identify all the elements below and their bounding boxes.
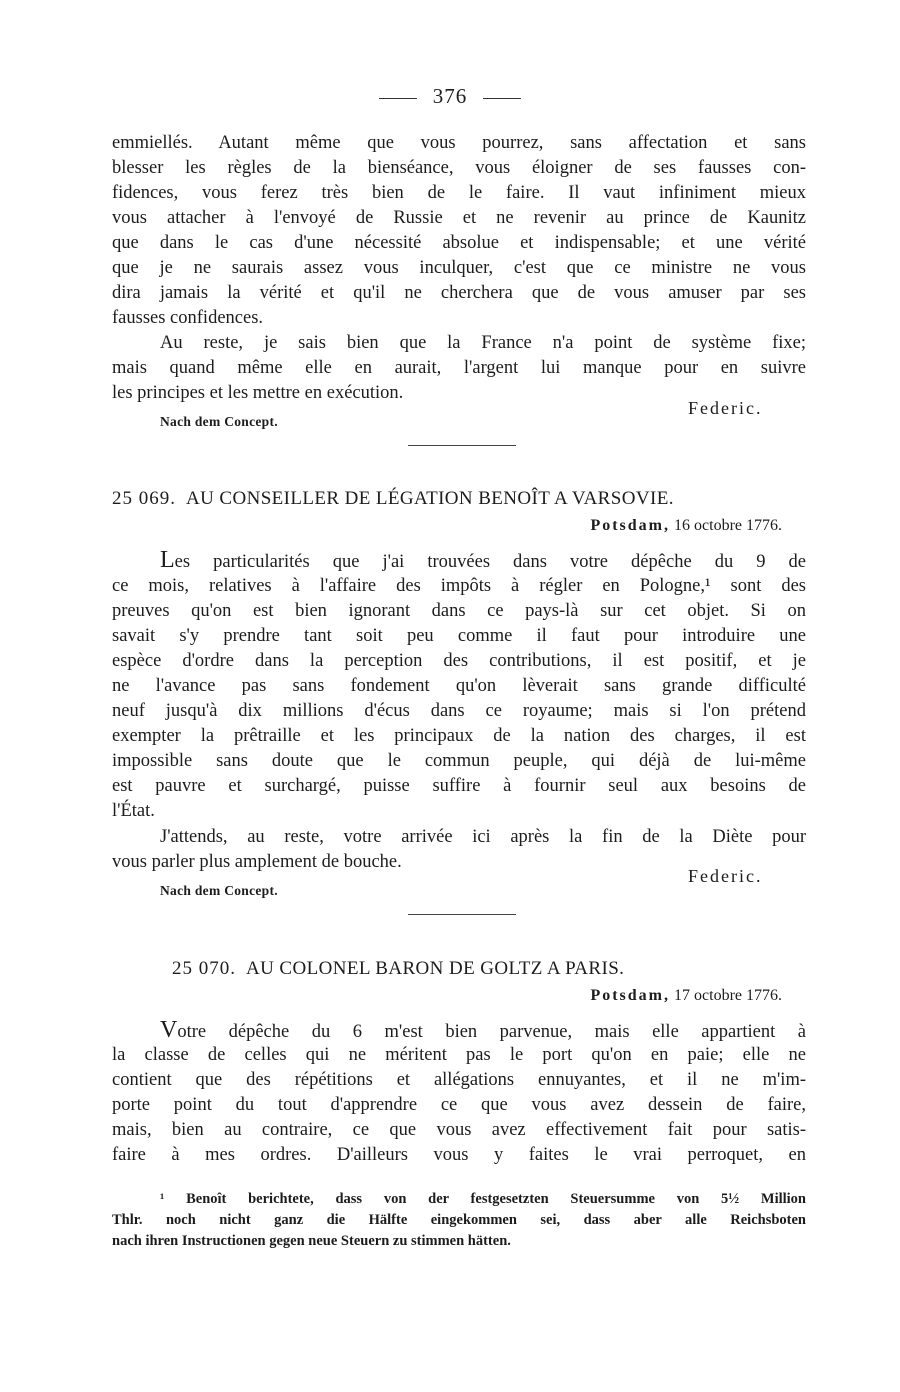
place: Potsdam, [590, 987, 671, 1004]
text-line: la classe de celles qui ne méritent pas le port qu'on en paie; elle ne [112, 1045, 806, 1065]
text-line: emmiellés. Autant même que vous pourrez, sans affectation et sans [112, 133, 806, 153]
text-line: les principes et les mettre en exécution. [112, 383, 404, 403]
date: 17 octobre 1776. [674, 987, 782, 1004]
text-line: mais, bien au contraire, ce que vous avez effectivement fait pour satis- [112, 1120, 806, 1140]
place-date [590, 987, 782, 1005]
text-line-rest: otre dépêche du 6 m'est bien parvenue, mais elle appartient à [177, 1022, 806, 1042]
letter-heading [172, 958, 624, 980]
letter-number: 25 069. [112, 488, 176, 509]
text-line: est pauvre et surchargé, puisse suffire à fournir seul aux besoins de [112, 776, 806, 796]
letter-heading [112, 488, 674, 510]
source-note: Nach dem Concept. [160, 883, 278, 898]
text-line-first [160, 1018, 806, 1045]
text-line: fidences, vous ferez très bien de le faire. Il vaut infiniment mieux [112, 183, 806, 203]
text-line: ce mois, relatives à l'affaire des impôts à régler en Pologne,¹ sont des [112, 576, 806, 596]
text-line: blesser les règles de la bienséance, vous éloigner de ses fausses con- [112, 158, 806, 178]
text-line: ne l'avance pas sans fondement qu'on lèverait sans grande difficulté [112, 676, 806, 696]
text-line: exempter la prêtraille et les principaux de la nation des charges, il est [112, 726, 806, 746]
footnote-line: Thlr. noch nicht ganz die Hälfte eingekommen sei, dass aber alle Reichsboten [112, 1212, 806, 1228]
drop-initial: V [160, 1017, 178, 1043]
section-divider [408, 445, 516, 446]
page-number-header [0, 84, 900, 109]
place-date [590, 517, 782, 535]
drop-initial: L [160, 547, 175, 573]
text-line: contient que des répétitions et allégations ennuyantes, et il ne m'im- [112, 1070, 806, 1090]
text-line: que je ne saurais assez vous inculquer, c'est que ce ministre ne vous [112, 258, 806, 278]
text-line: Au reste, je sais bien que la France n'a point de système fixe; [160, 333, 806, 353]
text-line: dira jamais la vérité et qu'il ne cherchera que de vous amuser par ses [112, 283, 806, 303]
signature: Federic. [688, 398, 763, 418]
text-line: vous parler plus amplement de bouche. [112, 852, 402, 872]
source-note: Nach dem Concept. [160, 414, 278, 429]
text-line: faire à mes ordres. D'ailleurs vous y faites le vrai perroquet, en [112, 1145, 806, 1165]
text-line: fausses confidences. [112, 308, 264, 328]
text-line: mais quand même elle en aurait, l'argent lui manque pour en suivre [112, 358, 806, 378]
text-line: vous attacher à l'envoyé de Russie et ne revenir au prince de Kaunitz [112, 208, 806, 228]
text-line: l'État. [112, 801, 155, 821]
letter-title: AU COLONEL BARON DE GOLTZ A PARIS. [246, 958, 625, 979]
text-line: espèce d'ordre dans la perception des contributions, il est positif, et je [112, 651, 806, 671]
letter-number: 25 070. [172, 958, 236, 979]
footnote-line: nach ihren Instructionen gegen neue Steuern zu stimmen hätten. [112, 1233, 511, 1249]
text-line: que dans le cas d'une nécessité absolue et indispensable; et une vérité [112, 233, 806, 253]
text-line-first [160, 548, 806, 575]
text-line: preuves qu'on est bien ignorant dans ce pays-là sur cet objet. Si on [112, 601, 806, 621]
footnote-line: ¹ Benoît berichtete, dass von der festgesetzten Steuersumme von 5½ Million [160, 1191, 806, 1207]
date: 16 octobre 1776. [674, 517, 782, 534]
header-dash-left [379, 98, 417, 99]
signature: Federic. [688, 866, 763, 886]
text-line: J'attends, au reste, votre arrivée ici après la fin de la Diète pour [160, 827, 806, 847]
text-line-rest: es particularités que j'ai trouvées dans votre dépêche du 9 de [174, 552, 806, 572]
header-dash-right [483, 98, 521, 99]
place: Potsdam, [590, 517, 671, 534]
page-number: 376 [432, 84, 468, 108]
section-divider [408, 914, 516, 915]
letter-title: AU CONSEILLER DE LÉGATION BENOÎT A VARSOVIE. [186, 488, 674, 509]
text-line: neuf jusqu'à dix millions d'écus dans ce royaume; mais si l'on prétend [112, 701, 806, 721]
text-line: porte point du tout d'apprendre ce que vous avez dessein de faire, [112, 1095, 806, 1115]
text-line: impossible sans doute que le commun peuple, qui déjà de lui-même [112, 751, 806, 771]
text-line: savait s'y prendre tant soit peu comme il faut pour introduire une [112, 626, 806, 646]
